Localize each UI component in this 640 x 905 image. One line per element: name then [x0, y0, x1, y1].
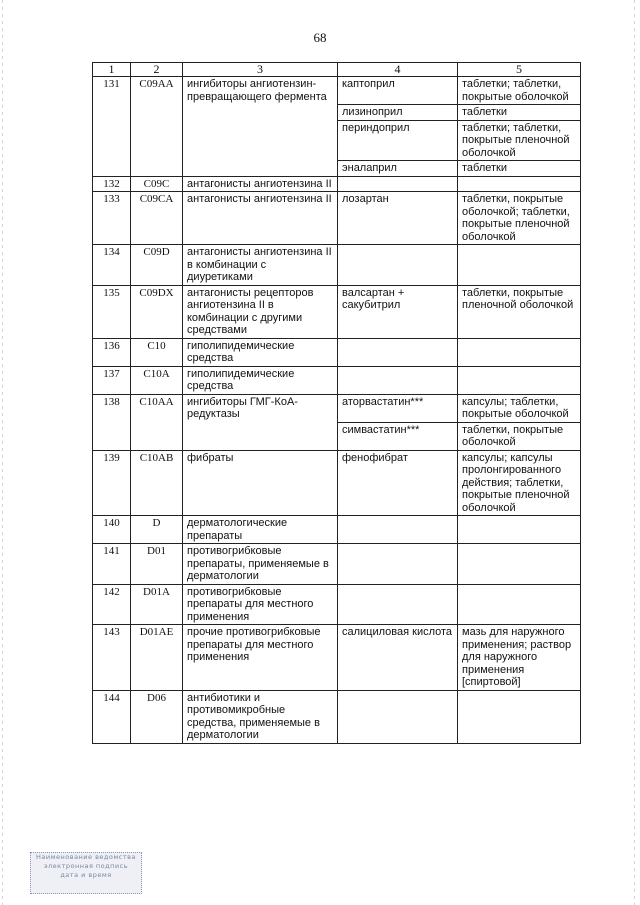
atc-code: C09AA — [131, 77, 183, 177]
table-row — [93, 544, 581, 585]
drug-name — [338, 338, 458, 366]
drug-name: лизиноприл — [338, 105, 458, 121]
drug-name: фенофибрат — [338, 450, 458, 516]
drug-name — [338, 176, 458, 192]
pharmacological-group: гиполипидемические средства — [183, 366, 338, 394]
pharmacological-group: антибиотики и противомикробные средства, применяемые в дерматологии — [183, 690, 338, 743]
pharmacological-group: прочие противогрибковые препараты для местного применения — [183, 625, 338, 691]
dosage-form — [458, 366, 581, 394]
dosage-form: таблетки, покрытые оболочкой; таблетки, покрытые пленочной оболочкой — [458, 192, 581, 245]
dosage-form — [458, 584, 581, 625]
atc-code: C10AB — [131, 450, 183, 516]
row-number: 142 — [93, 584, 131, 625]
table-row — [93, 245, 581, 286]
atc-code: C10 — [131, 338, 183, 366]
drug-name — [338, 366, 458, 394]
row-number: 140 — [93, 516, 131, 544]
atc-code: C10AA — [131, 394, 183, 450]
column-header: 4 — [338, 63, 458, 77]
dosage-form: капсулы; таблетки, покрытые оболочкой — [458, 394, 581, 422]
dosage-form — [458, 544, 581, 585]
column-header: 2 — [131, 63, 183, 77]
table-row — [93, 584, 581, 625]
row-number: 144 — [93, 690, 131, 743]
drug-list-table — [92, 62, 581, 744]
table-row — [93, 338, 581, 366]
drug-name: аторвастатин*** — [338, 394, 458, 422]
pharmacological-group: дерматологические препараты — [183, 516, 338, 544]
row-number: 141 — [93, 544, 131, 585]
atc-code: D01 — [131, 544, 183, 585]
drug-name: симвастатин*** — [338, 422, 458, 450]
scan-margin-right — [634, 0, 636, 905]
pharmacological-group: ингибиторы ГМГ-КоА-редуктазы — [183, 394, 338, 450]
drug-name — [338, 245, 458, 286]
table-row — [93, 77, 581, 105]
dosage-form — [458, 690, 581, 743]
table-row — [93, 450, 581, 516]
row-number: 135 — [93, 285, 131, 338]
atc-code: C09DX — [131, 285, 183, 338]
row-number: 143 — [93, 625, 131, 691]
drug-name: лозартан — [338, 192, 458, 245]
row-number: 132 — [93, 176, 131, 192]
drug-name: каптоприл — [338, 77, 458, 105]
pharmacological-group: противогрибковые препараты для местного применения — [183, 584, 338, 625]
pharmacological-group: антагонисты рецепторов ангиотензина II в комбинации с другими средствами — [183, 285, 338, 338]
row-number: 131 — [93, 77, 131, 177]
drug-name: эналаприл — [338, 161, 458, 177]
dosage-form — [458, 245, 581, 286]
dosage-form: таблетки — [458, 105, 581, 121]
table-row — [93, 192, 581, 245]
atc-code: D — [131, 516, 183, 544]
dosage-form: таблетки; таблетки, покрытые оболочкой — [458, 77, 581, 105]
drug-name — [338, 584, 458, 625]
dosage-form: таблетки, покрытые пленочной оболочкой — [458, 285, 581, 338]
atc-code: C09CA — [131, 192, 183, 245]
drug-name: периндоприл — [338, 120, 458, 161]
pharmacological-group: фибраты — [183, 450, 338, 516]
column-header: 3 — [183, 63, 338, 77]
pharmacological-group: ингибиторы ангиотензин-превращающего фермента — [183, 77, 338, 177]
dosage-form: капсулы; капсулы пролонгированного действия; таблетки, покрытые пленочной оболочкой — [458, 450, 581, 516]
table-row — [93, 394, 581, 422]
drug-name: салициловая кислота — [338, 625, 458, 691]
electronic-signature-stamp — [30, 852, 142, 894]
table-row — [93, 285, 581, 338]
stamp-line: Наименование ведомства — [36, 853, 136, 861]
dosage-form: таблетки — [458, 161, 581, 177]
row-number: 136 — [93, 338, 131, 366]
column-header: 5 — [458, 63, 581, 77]
stamp-line: дата и время — [60, 871, 112, 879]
table-row — [93, 690, 581, 743]
dosage-form — [458, 176, 581, 192]
pharmacological-group: антагонисты ангиотензина II в комбинации с диуретиками — [183, 245, 338, 286]
row-number: 134 — [93, 245, 131, 286]
table-row — [93, 516, 581, 544]
atc-code: D01AE — [131, 625, 183, 691]
atc-code: D01A — [131, 584, 183, 625]
table-header-row — [93, 63, 581, 77]
table-row — [93, 366, 581, 394]
row-number: 137 — [93, 366, 131, 394]
drug-name — [338, 690, 458, 743]
scan-margin-left — [2, 0, 4, 905]
pharmacological-group: гиполипидемические средства — [183, 338, 338, 366]
row-number: 139 — [93, 450, 131, 516]
row-number: 133 — [93, 192, 131, 245]
dosage-form: таблетки, покрытые оболочкой — [458, 422, 581, 450]
page-number: 68 — [313, 30, 327, 45]
column-header: 1 — [93, 63, 131, 77]
dosage-form: таблетки; таблетки, покрытые пленочной оболочкой — [458, 120, 581, 161]
drug-name: валсартан + сакубитрил — [338, 285, 458, 338]
pharmacological-group: антагонисты ангиотензина II — [183, 192, 338, 245]
table-row — [93, 176, 581, 192]
dosage-form: мазь для наружного применения; раствор для наружного применения [спиртовой] — [458, 625, 581, 691]
dosage-form — [458, 338, 581, 366]
pharmacological-group: антагонисты ангиотензина II — [183, 176, 338, 192]
drug-name — [338, 544, 458, 585]
atc-code: D06 — [131, 690, 183, 743]
drug-name — [338, 516, 458, 544]
atc-code: C10A — [131, 366, 183, 394]
row-number: 138 — [93, 394, 131, 450]
pharmacological-group: противогрибковые препараты, применяемые в дерматологии — [183, 544, 338, 585]
atc-code: C09C — [131, 176, 183, 192]
stamp-line: электронная подпись — [43, 862, 129, 870]
dosage-form — [458, 516, 581, 544]
table-row — [93, 625, 581, 691]
atc-code: C09D — [131, 245, 183, 286]
